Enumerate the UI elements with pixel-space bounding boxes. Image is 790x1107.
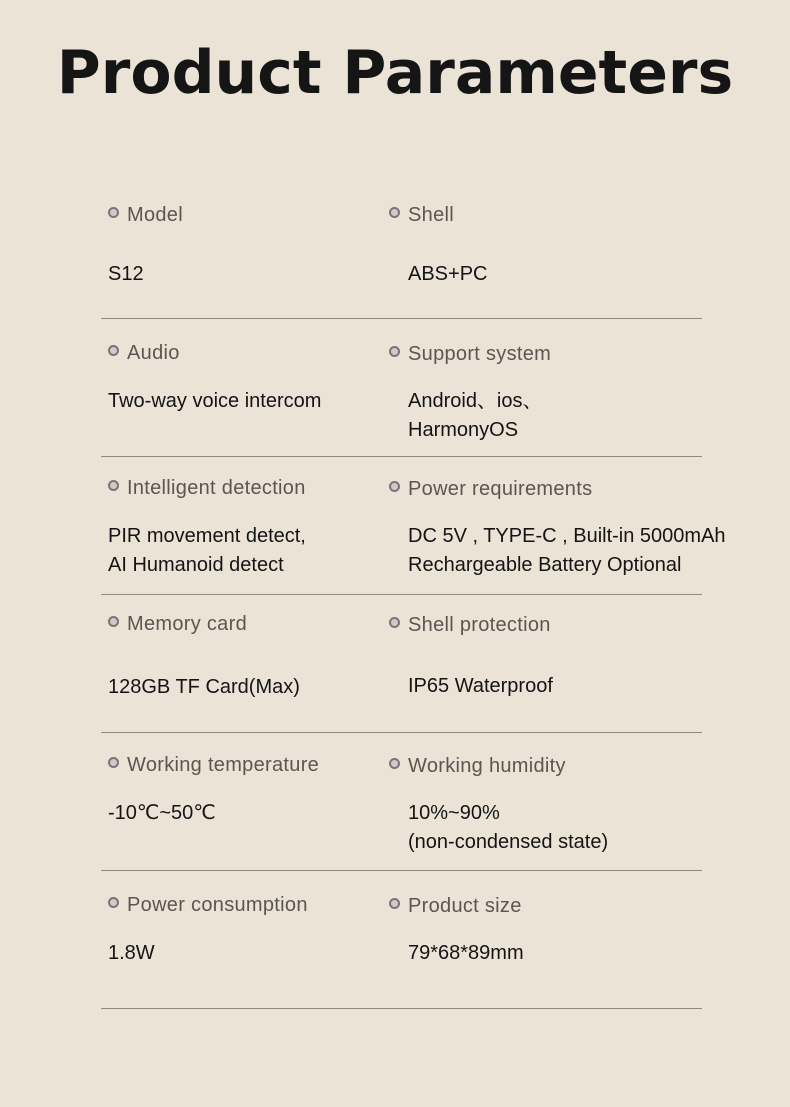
param-value-working-temperature: -10℃~50℃ bbox=[108, 802, 216, 824]
param-label-power-requirements: Power requirements bbox=[389, 478, 592, 501]
row-divider bbox=[101, 594, 702, 595]
param-value-model: S12 bbox=[108, 263, 144, 285]
bullet-icon bbox=[108, 345, 119, 356]
param-value-shell-protection: IP65 Waterproof bbox=[408, 675, 553, 697]
param-value-power-consumption: 1.8W bbox=[108, 942, 155, 964]
row-divider bbox=[101, 456, 702, 457]
bullet-icon bbox=[389, 207, 400, 218]
param-label-power-consumption: Power consumption bbox=[108, 894, 308, 917]
row-divider bbox=[101, 732, 702, 733]
param-label-support-system: Support system bbox=[389, 343, 551, 366]
param-value-product-size: 79*68*89mm bbox=[408, 942, 524, 964]
value-line: (non-condensed state) bbox=[408, 831, 609, 853]
param-label-product-size: Product size bbox=[389, 895, 522, 918]
param-label-working-humidity: Working humidity bbox=[389, 755, 566, 778]
bullet-icon bbox=[108, 757, 119, 768]
param-value-memory-card: 128GB TF Card(Max) bbox=[108, 676, 300, 698]
param-value-intelligent-detection bbox=[108, 522, 306, 580]
param-label-working-temperature: Working temperature bbox=[108, 754, 319, 777]
row-divider bbox=[101, 318, 702, 319]
bullet-icon bbox=[108, 480, 119, 491]
value-line: Rechargeable Battery Optional bbox=[408, 554, 682, 576]
bullet-icon bbox=[389, 617, 400, 628]
bullet-icon bbox=[389, 481, 400, 492]
value-line: 10%~90% bbox=[408, 802, 500, 824]
value-line: PIR movement detect, bbox=[108, 525, 306, 547]
param-label-shell: Shell bbox=[389, 204, 454, 227]
bullet-icon bbox=[108, 207, 119, 218]
param-value-working-humidity bbox=[408, 799, 608, 857]
page-title: Product Parameters bbox=[56, 38, 734, 108]
param-label-intelligent-detection: Intelligent detection bbox=[108, 477, 306, 500]
row-divider bbox=[101, 870, 702, 871]
bullet-icon bbox=[389, 758, 400, 769]
param-value-audio: Two-way voice intercom bbox=[108, 390, 322, 412]
param-label-model: Model bbox=[108, 204, 183, 227]
param-value-support-system bbox=[408, 387, 543, 445]
param-value-shell: ABS+PC bbox=[408, 263, 488, 285]
value-line: HarmonyOS bbox=[408, 419, 519, 441]
param-label-memory-card: Memory card bbox=[108, 613, 247, 636]
param-value-power-requirements bbox=[408, 522, 726, 580]
bullet-icon bbox=[108, 616, 119, 627]
param-label-shell-protection: Shell protection bbox=[389, 614, 551, 637]
row-divider bbox=[101, 1008, 702, 1009]
bullet-icon bbox=[389, 346, 400, 357]
bullet-icon bbox=[389, 898, 400, 909]
value-line: Android、ios、 bbox=[408, 390, 543, 412]
param-label-audio: Audio bbox=[108, 342, 180, 365]
bullet-icon bbox=[108, 897, 119, 908]
value-line: DC 5V , TYPE-C , Built-in 5000mAh bbox=[408, 525, 726, 547]
value-line: AI Humanoid detect bbox=[108, 554, 284, 576]
